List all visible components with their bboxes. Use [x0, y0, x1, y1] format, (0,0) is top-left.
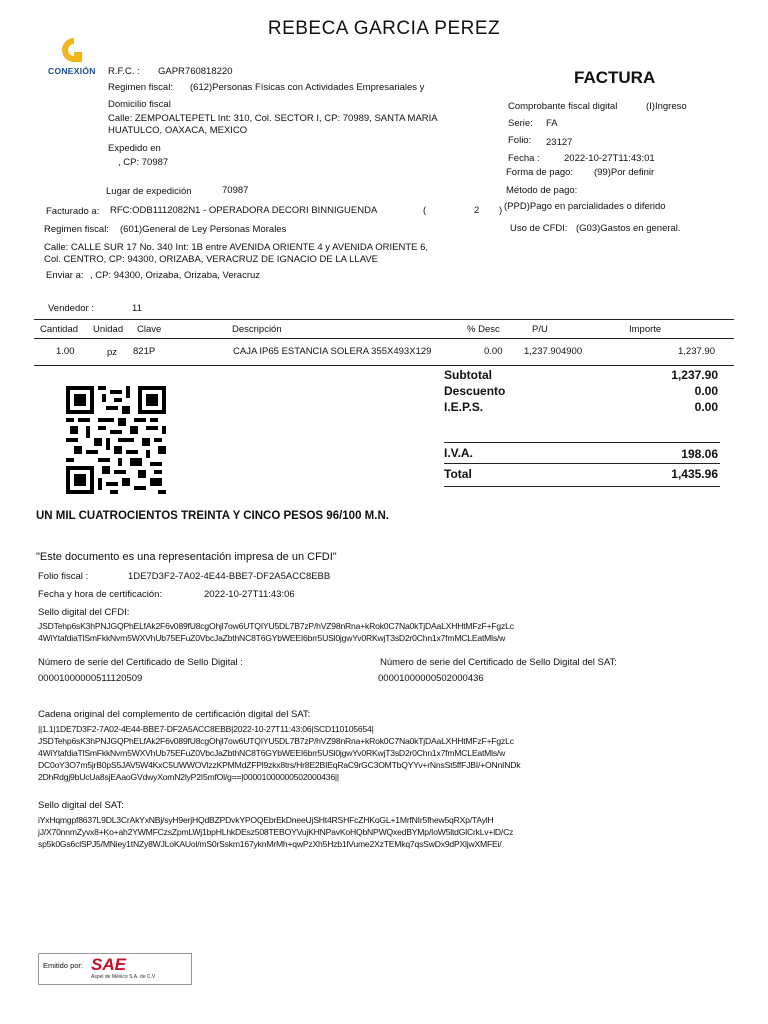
col-header-desc: % Desc: [467, 324, 500, 335]
facturado-label: Facturado a:: [46, 206, 100, 217]
ieps-label: I.E.P.S.: [444, 400, 484, 414]
receptor-direccion-line-1: Calle: CALLE SUR 17 No. 340 Int: 1B entre AVENIDA ORIENTE 4 y AVENIDA ORIENTE 6,: [44, 242, 429, 253]
facturado-paren-close: ): [499, 205, 503, 216]
issuer-name-title: REBECA GARCIA PEREZ: [267, 18, 501, 39]
col-header-cantidad: Cantidad: [40, 324, 79, 335]
conexion-logo-text: CONEXIÓN: [48, 66, 96, 76]
table-top-rule: [34, 319, 734, 320]
cadena-original-line: DC0oY3O7m5jrB0pS5JAV5W4KxC5UWWOVlzzKPMMdZFPl9zkx8trs/Hr8E2BIEqRaC9rGC3OMTbQYYv+rNnsSt5ffFJBI/+ONnINDk: [38, 760, 521, 770]
fecha-certificacion-label: Fecha y hora de certificación:: [38, 589, 163, 600]
col-header-pu: P/U: [532, 324, 548, 335]
regimen-value: (612)Personas Físicas con Actividades Empresariales y: [190, 82, 425, 93]
iva-label: I.V.A.: [444, 446, 473, 460]
sello-sat-label: Sello digital del SAT:: [38, 800, 124, 811]
col-header-importe: Importe: [629, 324, 662, 335]
facturado-value: RFC:ODB1112082N1 - OPERADORA DECORI BINNIGUENDA: [110, 205, 378, 216]
sello-cfdi-label: Sello digital del CFDI:: [38, 607, 130, 618]
serie-sat-value: 00001000000502000436: [378, 673, 484, 684]
emitido-label: Emitido por:: [43, 961, 84, 970]
forma-pago-label: Forma de pago:: [506, 167, 574, 178]
expedido-value: , CP: 70987: [118, 157, 169, 168]
receptor-regimen-value: (601)General de Ley Personas Morales: [120, 224, 287, 235]
qr-code: [66, 386, 166, 494]
cadena-original-line: 2DhRdgj9bUcUa8sjEAaoGVdwyXomN2lyP2I5mfOl/g==|00001000000502000436||: [38, 772, 339, 782]
iva-top-rule: [444, 442, 720, 443]
sae-logo: SAE: [91, 955, 126, 974]
sello-sat-line: iYxHqmgpf8637L9DL3CrAkYxNBj/syH9erjHQdBZPDvkYPOQEbrEkDneeUjSHt4RSHFcZHKoGL+1MrfNIr5fhew5qRXp/TAylH: [38, 815, 494, 825]
serie-cert-value: 00001000000511120509: [38, 673, 143, 684]
cfdi-representation-note: "Este documento es una representación impresa de un CFDI": [36, 551, 337, 563]
cadena-original-label: Cadena original del complemento de certificación digital del SAT:: [38, 709, 311, 720]
serie-sat-label: Número de serie del Certificado de Sello Digital del SAT:: [380, 657, 617, 668]
enviar-label: Enviar a:: [46, 270, 84, 281]
serie-label: Serie:: [508, 118, 533, 129]
vendedor-value: 11: [132, 303, 142, 314]
col-header-descripcion: Descripción: [232, 324, 282, 335]
document-type-title: FACTURA: [574, 68, 656, 87]
col-header-clave: Clave: [137, 324, 162, 335]
row-clave: 821P: [133, 346, 156, 357]
folio-value: 23127: [546, 137, 573, 148]
tipo-comprobante-value: (I)Ingreso: [646, 101, 687, 112]
sello-sat-line: jJ/X70nnmZyvx8+Ko+ah2YWMFCzsZpmLWj1bpHLhkDEsz508TEBOYVujKHNPavKoHQbNPWQxedBYMp/IoW5ltdGlCrkLv+lD/Cz: [38, 827, 514, 837]
cadena-original-line: JSDTehp6sK3hPNJGQPhELfAk2F6v089fU8cgOhjl7ow6UTQIYU5DL7B7zP/hVZ98nRna+kRok0C7Na0kTjDAaLXHHtMFzF+FgzLc: [38, 736, 514, 746]
total-label: Total: [444, 467, 472, 481]
fecha-label: Fecha :: [508, 153, 540, 164]
sae-subtitle: Aspel de México S.A. de C.V.: [91, 974, 157, 980]
domicilio-line-1: Calle: ZEMPOALTEPETL Int: 310, Col. SECTOR I, CP: 70989, SANTA MARIA: [108, 113, 438, 124]
expedido-label: Expedido en: [108, 143, 161, 154]
row-unidad: pz: [107, 347, 118, 358]
subtotal-value: 1,237.90: [671, 368, 718, 382]
domicilio-label: Domicilio fiscal: [108, 99, 171, 110]
row-pu: 1,237.904900: [524, 346, 583, 357]
cadena-original-line: 4WiYtafdiaTlSmFkkNvm5WXVhUb75EFuZ0VbcJaZbthNC8T6GYbWEEI6brr5USl0jgwYv0RKwjT3sD2r0Chn1x7fmMCLEatMls/w: [38, 748, 506, 758]
descuento-label: Descuento: [444, 384, 506, 398]
serie-value: FA: [546, 118, 558, 129]
row-desc: 0.00: [484, 346, 503, 357]
subtotal-label: Subtotal: [444, 368, 492, 382]
enviar-value: , CP: 94300, Orizaba, Orizaba, Veracruz: [90, 270, 261, 281]
folio-fiscal-label: Folio fiscal :: [38, 571, 89, 582]
receptor-direccion-line-2: Col. CENTRO, CP: 94300, ORIZABA, VERACRUZ DE IGNACIO DE LA LLAVE: [44, 254, 379, 265]
tipo-comprobante-label: Comprobante fiscal digital: [508, 101, 618, 112]
emitido-por-box: [38, 953, 192, 985]
table-bottom-rule: [34, 365, 734, 366]
sello-cfdi-line: JSDTehp6sK3hPNJGQPhELfAk2F6v089fU8cgOhjl7ow6UTQIYU5DL7B7zP/hVZ98nRna+kRok0C7Na0kTjDAaLXHHtMFzF+FgzLc: [38, 621, 514, 631]
receptor-regimen-label: Regimen fiscal:: [44, 224, 109, 235]
domicilio-line-2: HUATULCO, OAXACA, MEXICO: [108, 125, 248, 136]
fecha-value: 2022-10-27T11:43:01: [564, 153, 655, 164]
total-value: 1,435.96: [671, 467, 718, 481]
total-top-rule: [444, 463, 720, 464]
facturado-paren-num: 2: [474, 205, 480, 216]
col-header-unidad: Unidad: [93, 324, 124, 335]
metodo-pago-label: Método de pago:: [506, 185, 578, 196]
ieps-value: 0.00: [694, 400, 718, 414]
sello-sat-line: sp5k0Gs6clSPJ5/MNiey1tNZy8WJLoKAUol/mS0rSskm167yknMrMh+qwPzXh5Hzb1lVume2XzTEMkq7qsSwDx9dPXljwXMFEi/: [38, 839, 502, 849]
uso-cfdi-value: (G03)Gastos en general.: [576, 223, 681, 234]
folio-label: Folio:: [508, 135, 532, 146]
lugar-value: 70987: [222, 185, 249, 196]
table-header-rule: [34, 338, 734, 339]
iva-value: 198.06: [681, 447, 718, 461]
serie-cert-label: Número de serie del Certificado de Sello Digital :: [38, 657, 243, 668]
qr-code-icon: [66, 386, 166, 494]
rfc-label: R.F.C. :: [108, 66, 140, 77]
cadena-original-line: ||1.1|1DE7D3F2-7A02-4E44-BBE7-DF2A5ACC8EBB|2022-10-27T11:43:06|SCD110105654|: [38, 724, 374, 734]
total-bottom-rule: [444, 486, 720, 487]
sello-cfdi-line: 4WiYtafdiaTlSmFkkNvm5WXVhUb75EFuZ0VbcJaZbthNC8T6GYbWEEI6brr5USl0jgwYv0RKwjT3sD2r0Chn1x7fmMCLEatMls/w: [38, 633, 506, 643]
vendedor-label: Vendedor :: [48, 303, 94, 314]
rfc-value: GAPR760818220: [158, 66, 233, 77]
row-importe: 1,237.90: [678, 346, 715, 357]
lugar-label: Lugar de expedición: [106, 186, 192, 197]
row-cantidad: 1.00: [56, 346, 75, 357]
metodo-pago-value: (PPD)Pago en parcialidades o diferido: [504, 201, 666, 212]
folio-fiscal-value: 1DE7D3F2-7A02-4E44-BBE7-DF2A5ACC8EBB: [128, 571, 331, 582]
facturado-paren-open: (: [423, 205, 427, 216]
descuento-value: 0.00: [694, 384, 718, 398]
row-descripcion: CAJA IP65 ESTANCIA SOLERA 355X493X129: [233, 346, 432, 357]
forma-pago-value: (99)Por definir: [594, 167, 655, 178]
amount-in-words: UN MIL CUATROCIENTOS TREINTA Y CINCO PESOS 96/100 M.N.: [36, 510, 389, 522]
regimen-label: Regimen fiscal:: [108, 82, 173, 93]
fecha-certificacion-value: 2022-10-27T11:43:06: [204, 589, 295, 600]
uso-cfdi-label: Uso de CFDI:: [510, 223, 568, 234]
